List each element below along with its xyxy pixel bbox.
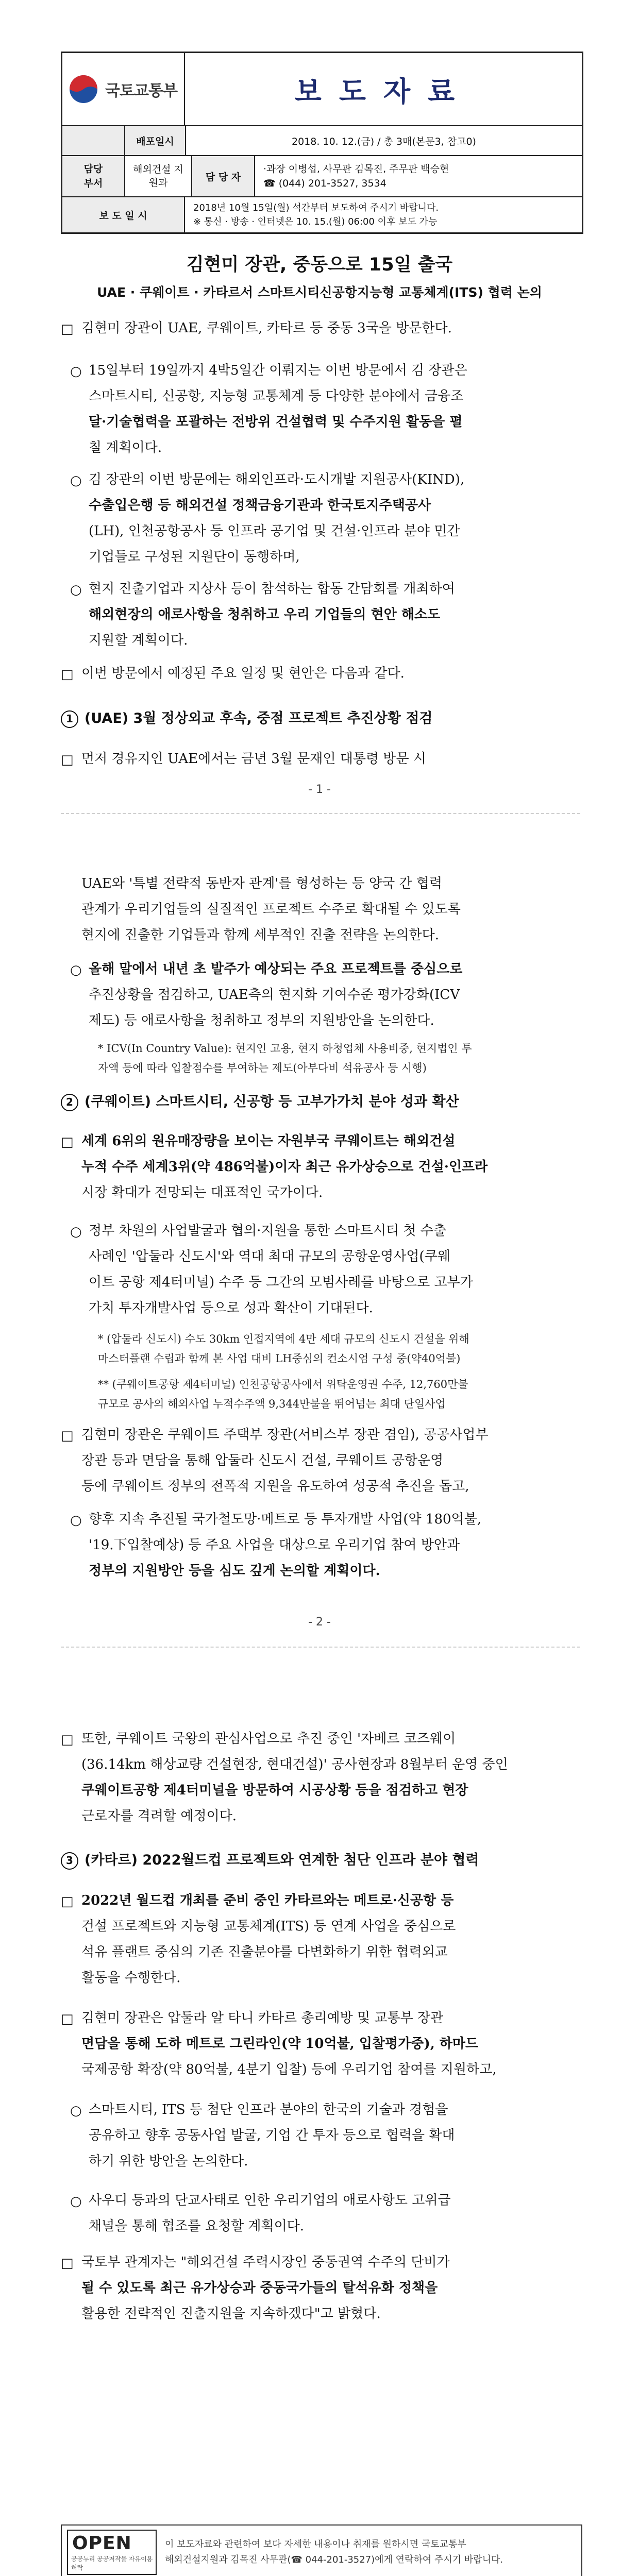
ministry-name: 국토교통부 bbox=[105, 82, 177, 100]
ministry-logo bbox=[62, 53, 185, 125]
para-qatar-worldcup: 2022년 월드컵 개최를 준비 중인 카타르와는 메트로·신공항 등 건설 프로젝트와 지능형 교통체계(ITS) 등 연계 사업을 중심으로 석유 플랜트 중심의 기존 진출분야를 다변화하기 위한 협력외교 활동을 수행한다. bbox=[81, 1893, 456, 1986]
square-bullet-icon: □ bbox=[61, 1732, 74, 1748]
section-heading-uae: 1 (UAE) 3월 정상외교 후속, 중점 프로젝트 추진상황 점검 bbox=[61, 707, 433, 728]
para-visit-intro: 김현미 장관이 UAE, 쿠웨이트, 카타르 등 중동 3국을 방문한다. bbox=[81, 320, 452, 336]
circle-bullet-icon: ○ bbox=[70, 473, 82, 488]
distribution-label: 배포일시 bbox=[125, 126, 186, 155]
footnote-icv: * ICV(In Country Value): 현지인 고용, 현지 하청업체 사용비중, 현지법인 투 자액 등에 따라 입찰점수를 부여하는 제도(아부다비 석유공사 등 시행) bbox=[98, 1042, 472, 1074]
para-kuwait-meeting: 김현미 장관은 쿠웨이트 주택부 장관(서비스부 장관 겸임), 공공사업부 장관 등과 면담을 통해 압둘라 신도시 건설, 쿠웨이트 공항운영 등에 쿠웨이트 정부의 전폭적 지원을 유도하여 성공적 추진을 돕고, bbox=[81, 1427, 489, 1494]
footnote-abdullah: * (압둘라 신도시) 수도 30km 인접지역에 4만 세대 규모의 신도시 건설을 위해 마스터플랜 수립과 함께 본 사업 대비 LH중심의 컨소시엄 구성 중(약40억불) bbox=[98, 1333, 469, 1365]
para-meeting: 현지 진출기업과 지상사 등이 참석하는 합동 간담회를 개최하여 해외현장의 애로사항을 청취하고 우리 기업들의 현안 해소도 지원할 계획이다. bbox=[89, 581, 455, 648]
headline: 김현미 장관, 중동으로 15일 출국 bbox=[186, 255, 453, 275]
square-bullet-icon: □ bbox=[61, 1134, 74, 1150]
para-official-quote: 국토부 관계자는 "해외건설 주력시장인 중동권역 수주의 단비가 될 수 있도록 최근 유가상승과 중동국가들의 탈석유화 정책을 활용한 전략적인 진출지원을 지속하겠다"고 밝혔다. bbox=[81, 2255, 450, 2321]
square-bullet-icon: □ bbox=[61, 1428, 74, 1444]
page-number: - 2 - bbox=[308, 1616, 331, 1629]
open-license-badge: OPEN 공공누리 공공저작물 자유이용허락 bbox=[67, 2530, 157, 2575]
para-uae-start: 먼저 경유지인 UAE에서는 금년 3월 문재인 대통령 방문 시 bbox=[81, 751, 426, 767]
para-kuwait-site-visit: 또한, 쿠웨이트 국왕의 관심사업으로 추진 중인 '자베르 코즈웨이 (36.14km 해상교량 건설현장, 현대건설)' 공사현장과 8월부터 운영 중인 쿠웨이트공항 제4터미널을 방문하여 시공상황 등을 점검하고 현장 근로자를 격려할 예정이다. bbox=[81, 1731, 508, 1824]
owner-value: ·과장 이병섭, 사무관 김목진, 주무관 백승현 ☎ (044) 201-3527, 3534 bbox=[263, 163, 449, 189]
dept-value: 해외건설 지원과 bbox=[125, 156, 192, 196]
square-bullet-icon: □ bbox=[61, 2011, 74, 2027]
section-heading-qatar: 3 (카타르) 2022월드컵 프로젝트와 연계한 첨단 인프라 분야 협력 bbox=[61, 1849, 479, 1870]
para-qatar-meeting: 김현미 장관은 압둘라 알 타니 카타르 총리예방 및 교통부 장관 면담을 통해 도하 메트로 그린라인(약 10억불, 입찰평가중), 하마드 국제공항 확장(약 80억불, 4분기 입찰) 등에 우리기업 참여를 지원하고, bbox=[81, 2010, 497, 2077]
square-bullet-icon: □ bbox=[61, 321, 74, 337]
square-bullet-icon: □ bbox=[61, 1894, 74, 1909]
square-bullet-icon: □ bbox=[61, 667, 74, 682]
para-delegation: 김 장관의 이번 방문에는 해외인프라·도시개발 지원공사(KIND), 수출입은행 등 해외건설 정책금융기관과 한국토지주택공사 (LH), 인천공항공사 등 인프라 공기업 및 건설·인프라 분야 민간 기업들로 구성된 지원단이 동행하며, bbox=[89, 472, 465, 565]
para-kuwait-rail: 향후 지속 추진될 국가철도망·메트로 등 투자개발 사업(약 180억불, '19.下입찰예상) 등 주요 사업을 대상으로 우리기업 참여 방안과 정부의 지원방안 등을 심도 깊게 논의할 계획이다. bbox=[89, 1512, 482, 1579]
page-number: - 1 - bbox=[308, 783, 331, 796]
contact-footer bbox=[61, 2524, 582, 2576]
para-schedule: 15일부터 19일까지 4박5일간 이뤄지는 이번 방문에서 김 장관은 스마트시티, 신공항, 지능형 교통체계 등 다양한 분야에서 금융조 달·기술협력을 포괄하는 전방위 건설협력 및 수주지원 활동을 펼 칠 계획이다. bbox=[89, 363, 467, 455]
circle-bullet-icon: ○ bbox=[70, 582, 82, 598]
para-kuwait-market: 세계 6위의 원유매장량을 보이는 자원부국 쿠웨이트는 해외건설 누적 수주 세계3위(약 486억불)이자 최근 유가상승으로 건설·인프라 시장 확대가 전망되는 대표적인 국가이다. bbox=[81, 1133, 488, 1200]
para-uae-strategy: UAE와 '특별 전략적 동반자 관계'를 형성하는 등 양국 간 협력 관계가 우리기업들의 실질적인 프로젝트 수주로 확대될 수 있도록 현지에 진출한 기업들과 함께 세부적인 진출 전략을 논의한다. bbox=[81, 876, 461, 943]
square-bullet-icon: □ bbox=[61, 752, 74, 768]
circle-bullet-icon: ○ bbox=[70, 364, 82, 379]
para-kuwait-cases: 정부 차원의 사업발굴과 협의·지원을 통한 스마트시티 첫 수출 사례인 '압둘라 신도시'와 역대 최대 규모의 공항운영사업(쿠웨 이트 공항 제4터미널) 수주 등 그간의 모범사례를 바탕으로 고부가 가치 투자개발사업 등으로 성과 확산이 기대된다. bbox=[89, 1223, 473, 1316]
press-release-header bbox=[61, 52, 583, 234]
para-qatar-saudi: 사우디 등과의 단교사태로 인한 우리기업의 애로사항도 고위급 채널을 통해 협조를 요청할 계획이다. bbox=[89, 2193, 451, 2234]
ministry-emblem-icon bbox=[69, 75, 98, 104]
square-bullet-icon: □ bbox=[61, 2256, 74, 2271]
circle-bullet-icon: ○ bbox=[70, 2103, 82, 2119]
para-schedule-intro: 이번 방문에서 예정된 주요 일정 및 현안은 다음과 같다. bbox=[81, 666, 405, 681]
footnote-terminal4: ** (쿠웨이트공항 제4터미널) 인천공항공사에서 위탁운영권 수주, 12,760만불 규모로 공사의 해외사업 누적수주액 9,344만불을 뛰어넘는 최대 단일사업 bbox=[98, 1378, 468, 1410]
document-type-title: 보도자료 bbox=[294, 75, 473, 108]
circle-bullet-icon: ○ bbox=[70, 2194, 82, 2209]
circle-bullet-icon: ○ bbox=[70, 1224, 82, 1240]
embargo-value: 2018년 10월 15일(월) 석간부터 보도하여 주시기 바랍니다. ※ 통신 · 방송 · 인터넷은 10. 15.(월) 06:00 이후 보도 가능 bbox=[193, 202, 439, 227]
page-break bbox=[61, 1647, 580, 1648]
subheadline: UAE · 쿠웨이트 · 카타르서 스마트시티신공항지능형 교통체계(ITS) 협력 논의 bbox=[97, 285, 542, 300]
owner-label: 담 당 자 bbox=[192, 156, 255, 196]
dept-label: 담당 부서 bbox=[62, 156, 125, 196]
page-break bbox=[61, 813, 580, 814]
contact-info: 이 보도자료와 관련하여 보다 자세한 내용이나 취재를 원하시면 국토교통부 해외건설지원과 김목진 사무관(☎ 044-201-3527)에게 연락하여 주시기 바랍니다. bbox=[165, 2539, 503, 2565]
circle-bullet-icon: ○ bbox=[70, 962, 82, 978]
embargo-label: 보 도 일 시 bbox=[62, 197, 185, 232]
distribution-value: 2018. 10. 12.(금) / 총 3매(본문3, 참고0) bbox=[292, 135, 476, 147]
section-heading-kuwait: 2 (쿠웨이트) 스마트시티, 신공항 등 고부가가치 분야 성과 확산 bbox=[61, 1090, 459, 1111]
para-qatar-tech: 스마트시티, ITS 등 첨단 인프라 분야의 한국의 기술과 경험을 공유하고 향후 공동사업 발굴, 기업 간 투자 등으로 협력을 확대 하기 위한 방안을 논의한다. bbox=[89, 2102, 455, 2169]
circle-bullet-icon: ○ bbox=[70, 1513, 82, 1528]
para-uae-projects: 올해 말에서 내년 초 발주가 예상되는 주요 프로젝트를 중심으로 추진상황을 점검하고, UAE측의 현지화 기여수준 평가강화(ICV 제도) 등 애로사항을 청취하고 정부의 지원방안을 논의한다. bbox=[89, 961, 463, 1028]
